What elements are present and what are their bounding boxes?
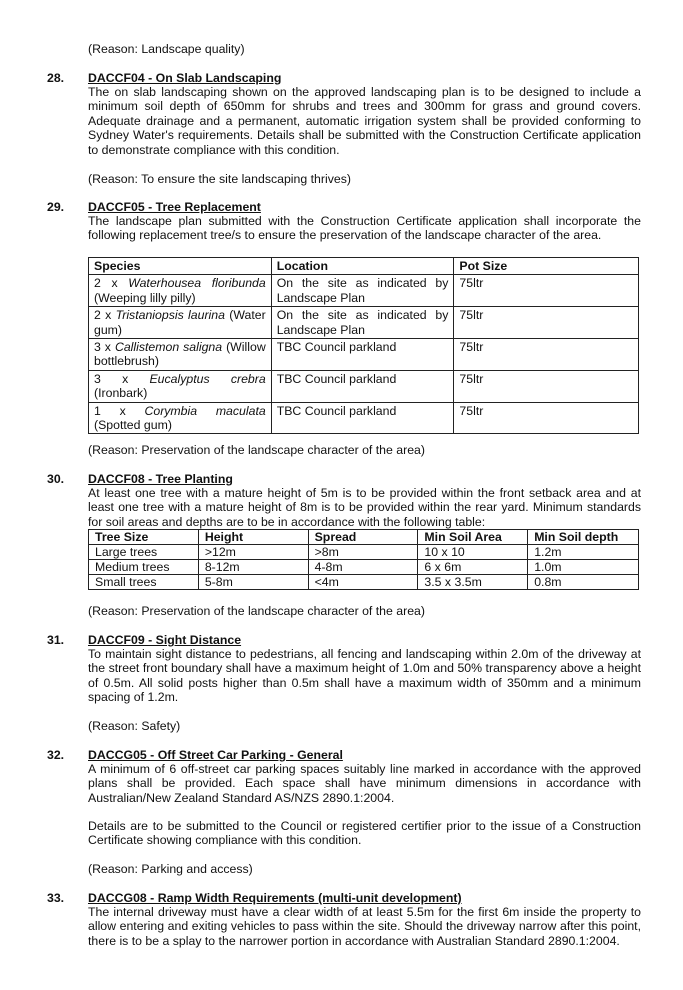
table-header-row: [89, 530, 639, 545]
table-cell: 1.2m: [528, 545, 639, 560]
condition-title: DACCF09 - Sight Distance: [88, 633, 242, 647]
pot-size-cell: 75ltr: [454, 370, 639, 402]
pot-size-cell: 75ltr: [454, 402, 639, 434]
tree-planting-table: [88, 529, 639, 590]
table-cell: 8-12m: [198, 560, 308, 575]
column-header: Spread: [308, 530, 418, 545]
location-cell: On the site as indicated by Landscape Plan: [271, 307, 454, 339]
species-cell: 2 x Waterhousea floribunda (Weeping lilly pilly): [89, 275, 272, 307]
condition-body: The internal driveway must have a clear width of at least 5.5m for the first 6m inside the property to allow entering and exiting vehicles to pass within the site. Should the driveway narrow after this point, there is to be a splay to the narrower portion in accordance with Australian Standard 2890.1:2004.: [88, 905, 641, 948]
table-row: [89, 545, 639, 560]
reason-text: (Reason: Preservation of the landscape character of the area): [88, 604, 425, 618]
condition-title: DACCG08 - Ramp Width Requirements (multi-unit development): [88, 891, 462, 905]
table-row: [89, 560, 639, 575]
table-cell: >8m: [308, 545, 418, 560]
condition-title: DACCG05 - Off Street Car Parking - General: [88, 748, 343, 762]
condition-number: 30.: [47, 472, 65, 486]
table-row: [89, 307, 639, 339]
tree-replacement-table: [88, 257, 639, 434]
location-cell: TBC Council parkland: [271, 402, 454, 434]
condition-body: To maintain sight distance to pedestrians, all fencing and landscaping within 2.0m of the driveway at the street front boundary shall have a maximum height of 1.0m and 50% transparency above a height of 0.5m. All solid posts higher than 0.5m shall have a maximum width of 350mm and a minimum spacing of 1.2m.: [88, 647, 641, 705]
pot-size-cell: 75ltr: [454, 307, 639, 339]
condition-number: 31.: [47, 633, 65, 647]
location-cell: On the site as indicated by Landscape Plan: [271, 275, 454, 307]
table-row: [89, 275, 639, 307]
column-header: Tree Size: [89, 530, 199, 545]
table-cell: 3.5 x 3.5m: [418, 575, 528, 590]
species-cell: 3 x Eucalyptus crebra (Ironbark): [89, 370, 272, 402]
reason-text: (Reason: Safety): [88, 719, 181, 733]
table-cell: Large trees: [89, 545, 199, 560]
table-cell: <4m: [308, 575, 418, 590]
condition-number: 32.: [47, 748, 65, 762]
table-cell: 10 x 10: [418, 545, 528, 560]
column-header: Location: [271, 258, 454, 275]
condition-title: DACCF08 - Tree Planting: [88, 472, 233, 486]
species-cell: 2 x Tristaniopsis laurina (Water gum): [89, 307, 272, 339]
condition-body: The landscape plan submitted with the Construction Certificate application shall incorporate the following replacement tree/s to ensure the preservation of the landscape character of the area.: [88, 214, 641, 243]
reason-text: (Reason: Preservation of the landscape character of the area): [88, 443, 425, 457]
species-cell: 1 x Corymbia maculata (Spotted gum): [89, 402, 272, 434]
table-cell: >12m: [198, 545, 308, 560]
column-header: Min Soil Area: [418, 530, 528, 545]
column-header: Species: [89, 258, 272, 275]
location-cell: TBC Council parkland: [271, 370, 454, 402]
reason-text: (Reason: Landscape quality): [88, 42, 245, 56]
species-cell: 3 x Callistemon saligna (Willow bottlebrush): [89, 339, 272, 371]
table-cell: 5-8m: [198, 575, 308, 590]
condition-number: 29.: [47, 200, 65, 214]
table-cell: Small trees: [89, 575, 199, 590]
condition-body: The on slab landscaping shown on the approved landscaping plan is to be designed to include a minimum soil depth of 650mm for shrubs and trees and 300mm for grass and ground covers. Adequate drainage and a permanent, automatic irrigation system shall be provided conforming to Sydney Water's requirements. Details shall be submitted with the Construction Certificate application to demonstrate compliance with this condition.: [88, 85, 641, 157]
condition-title: DACCF05 - Tree Replacement: [88, 200, 261, 214]
table-cell: 4-8m: [308, 560, 418, 575]
pot-size-cell: 75ltr: [454, 275, 639, 307]
location-cell: TBC Council parkland: [271, 339, 454, 371]
column-header: Height: [198, 530, 308, 545]
table-row: [89, 575, 639, 590]
condition-body: Details are to be submitted to the Council or registered certifier prior to the issue of a Construction Certificate showing compliance with this condition.: [88, 819, 641, 848]
table-row: [89, 339, 639, 371]
table-cell: 1.0m: [528, 560, 639, 575]
condition-body: At least one tree with a mature height of 5m is to be provided within the front setback area and at least one tree with a mature height of 8m is to be provided within the rear yard. Minimum standards for soil areas and depths are to be in accordance with the following table:: [88, 486, 641, 529]
condition-number: 28.: [47, 71, 65, 85]
condition-title: DACCF04 - On Slab Landscaping: [88, 71, 282, 85]
table-cell: Medium trees: [89, 560, 199, 575]
column-header: Pot Size: [454, 258, 639, 275]
condition-body: A minimum of 6 off-street car parking spaces suitably line marked in accordance with the approved plans shall be provided. Each space shall have minimum dimensions in accordance with Australian/New Zealand Standard AS/NZS 2890.1:2004.: [88, 762, 641, 805]
reason-text: (Reason: To ensure the site landscaping thrives): [88, 172, 351, 186]
table-row: [89, 402, 639, 434]
condition-number: 33.: [47, 891, 65, 905]
column-header: Min Soil depth: [528, 530, 639, 545]
table-cell: 0.8m: [528, 575, 639, 590]
reason-text: (Reason: Parking and access): [88, 862, 253, 876]
table-header-row: [89, 258, 639, 275]
pot-size-cell: 75ltr: [454, 339, 639, 371]
table-row: [89, 370, 639, 402]
table-cell: 6 x 6m: [418, 560, 528, 575]
